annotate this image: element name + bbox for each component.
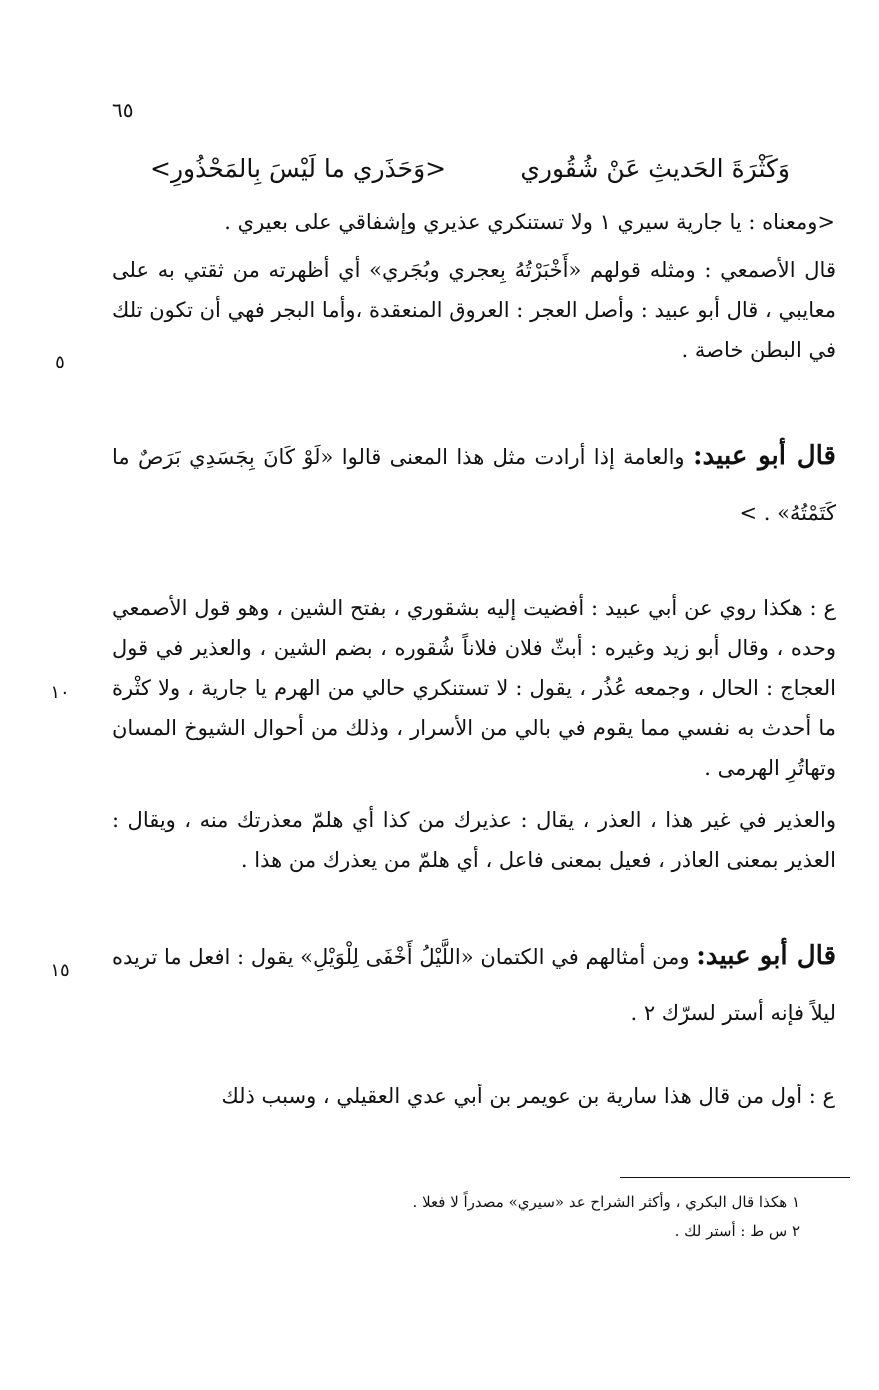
footnote-2: ٢ س ط : أستر لك . xyxy=(674,1222,800,1240)
abu-ubaid-paragraph-1 xyxy=(112,428,836,541)
page-number: ٦٥ xyxy=(112,98,134,122)
abu-ubaid-paragraph-2 xyxy=(112,928,836,1041)
commentary-paragraph-1: ع : هكذا روي عن أبي عبيد : أفضيت إليه بشقوري ، بفتح الشين ، وهو قول الأصمعي وحده ، وقال أبو زيد وغيره : أبثّ فلان فلاناً شُقوره ، بضم الشين ، والعذير في قول العجاج : الحال ، وجمعه عُذُر ، يقول : لا تستنكري حالي من الهرم يا جارية ، ولا كثْرة ما أحدث به نفسي مما يقوم في بالي من الأسرار ، وذلك من أحوال الشيوخ المسان وتهاتُرِ الهرمى . xyxy=(112,596,836,780)
commentary-paragraph-3: ع : أول من قال هذا سارية بن عويمر بن أبي عدي العقيلي ، وسبب ذلك xyxy=(221,1084,835,1108)
footnote-1: ١ هكذا قال البكري ، وأكثر الشراح عد «سيري» مصدراً لا فعلا . xyxy=(412,1193,800,1211)
abu-ubaid-text-1: والعامة إذا أرادت مثل هذا المعنى قالوا «لَوْ كَانَ بِجَسَدِي بَرَصٌ ما كَتَمْتُهُ» . > xyxy=(112,445,836,525)
verse-first-hemistich: وَكَثْرَةَ الحَديثِ عَنْ شُقُوري xyxy=(520,154,790,183)
line-number-15: ١٥ xyxy=(50,960,70,981)
line-number-5: ٥ xyxy=(55,352,65,373)
line-number-10: ١٠ xyxy=(50,682,70,703)
speaker-label: قال أبو عبيد: xyxy=(696,941,836,971)
meaning-line: <ومعناه : يا جارية سيري ١ ولا تستنكري عذيري وإشفاقي على بعيري . xyxy=(224,210,835,234)
verse-second-hemistich: <وَحَذَري ما لَيْسَ بِالمَحْذُورِ> xyxy=(150,154,447,183)
commentary-paragraph-2: والعذير في غير هذا ، العذر ، يقال : عذيرك من كذا أي هلمّ معذرتك منه ، ويقال : العذير بمعنى العاذر ، فعيل بمعنى فاعل ، أي هلمّ من يعذرك من هذا . xyxy=(112,808,836,872)
abu-ubaid-text-2: ومن أمثالهم في الكتمان «اللَّيْلُ أَخْفَى لِلْوَيْلِ» يقول : افعل ما تريده ليلاً فإنه أستر لسرّك ٢ . xyxy=(112,945,836,1025)
asmai-paragraph: قال الأصمعي : ومثله قولهم «أَخْبَرْتُهُ بِعجري وبُجَري» أي أظهرته من ثقتي به على معايبي ، قال أبو عبيد : وأصل العجر : العروق المنعقدة ،وأما البجر فهي أن تكون تلك في البطن خاصة . xyxy=(112,258,836,362)
poetry-verse xyxy=(150,148,790,196)
footnote-divider xyxy=(620,1177,850,1178)
speaker-label: قال أبو عبيد: xyxy=(692,441,836,471)
